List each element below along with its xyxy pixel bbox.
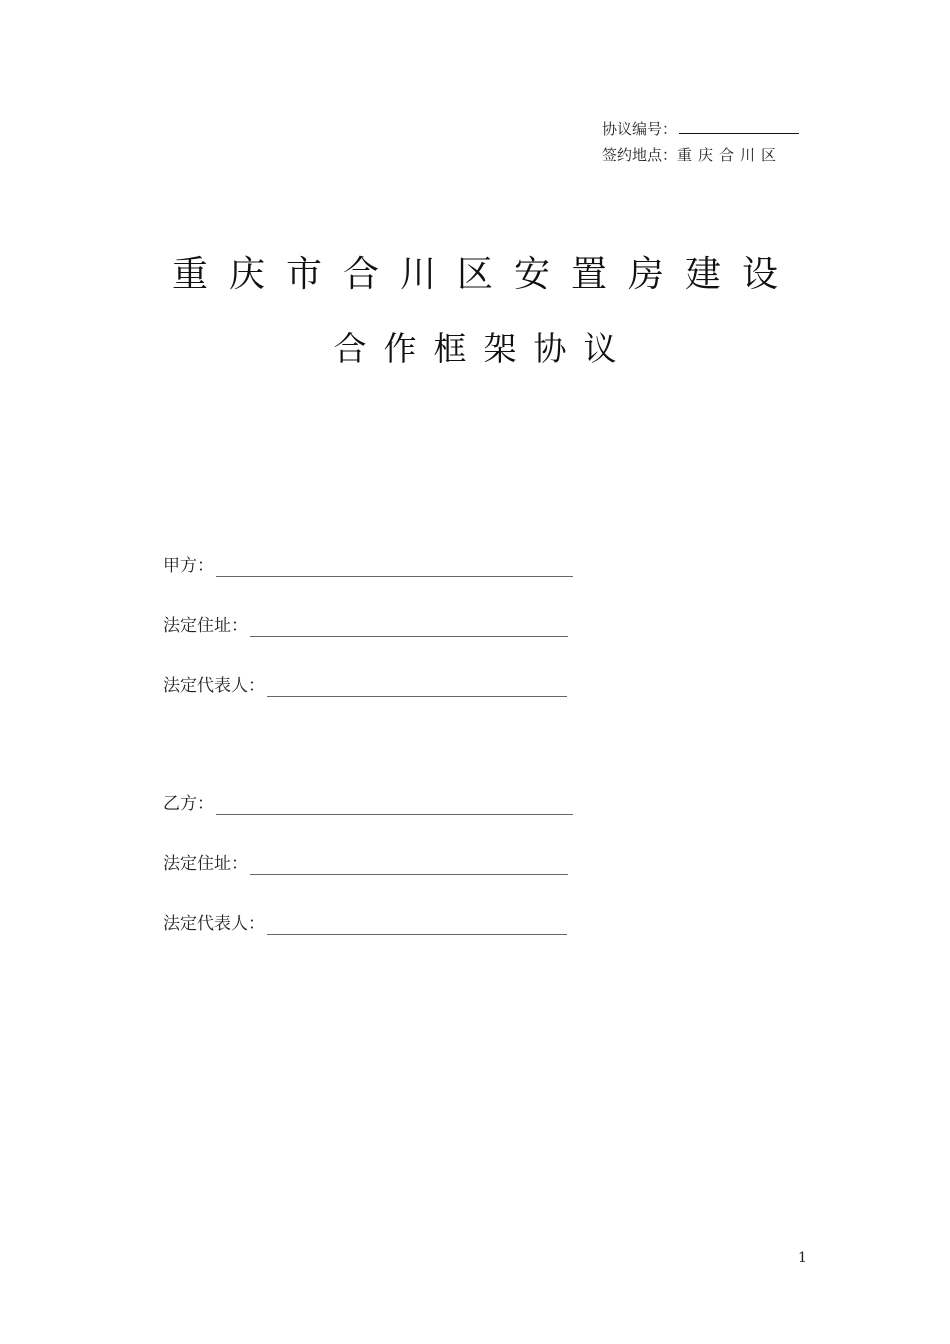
document-subtitle: 合作框架协议: [333, 329, 634, 368]
party-a-address-label: 法定住址：: [163, 616, 248, 636]
document-title: 重庆市合川区安置房建设: [171, 254, 799, 295]
party-a-representative-row: [163, 675, 567, 697]
party-b-address-blank: [250, 856, 568, 875]
party-b-label: 乙方：: [163, 794, 214, 814]
agreement-number-label: 协议编号：: [602, 120, 678, 138]
agreement-number-row: [602, 119, 799, 139]
party-b-representative-blank: [267, 916, 567, 935]
party-b-address-row: [163, 853, 568, 875]
party-b-address-label: 法定住址：: [163, 854, 248, 874]
page-number: 1: [798, 1250, 807, 1266]
party-a-address-blank: [250, 618, 568, 637]
party-a-row: [163, 555, 573, 577]
party-a-representative-label: 法定代表人：: [163, 676, 265, 696]
party-b-row: [163, 793, 573, 815]
party-b-blank: [216, 796, 573, 815]
party-a-blank: [216, 558, 573, 577]
signing-place-value: 重庆合川区: [677, 146, 783, 164]
party-a-label: 甲方：: [163, 556, 214, 576]
party-a-representative-blank: [267, 678, 567, 697]
signing-place-row: [602, 145, 782, 165]
signing-place-label: 签约地点：: [602, 146, 678, 164]
party-b-representative-label: 法定代表人：: [163, 914, 265, 934]
party-b-representative-row: [163, 913, 567, 935]
party-a-address-row: [163, 615, 568, 637]
agreement-number-blank: [679, 119, 799, 134]
